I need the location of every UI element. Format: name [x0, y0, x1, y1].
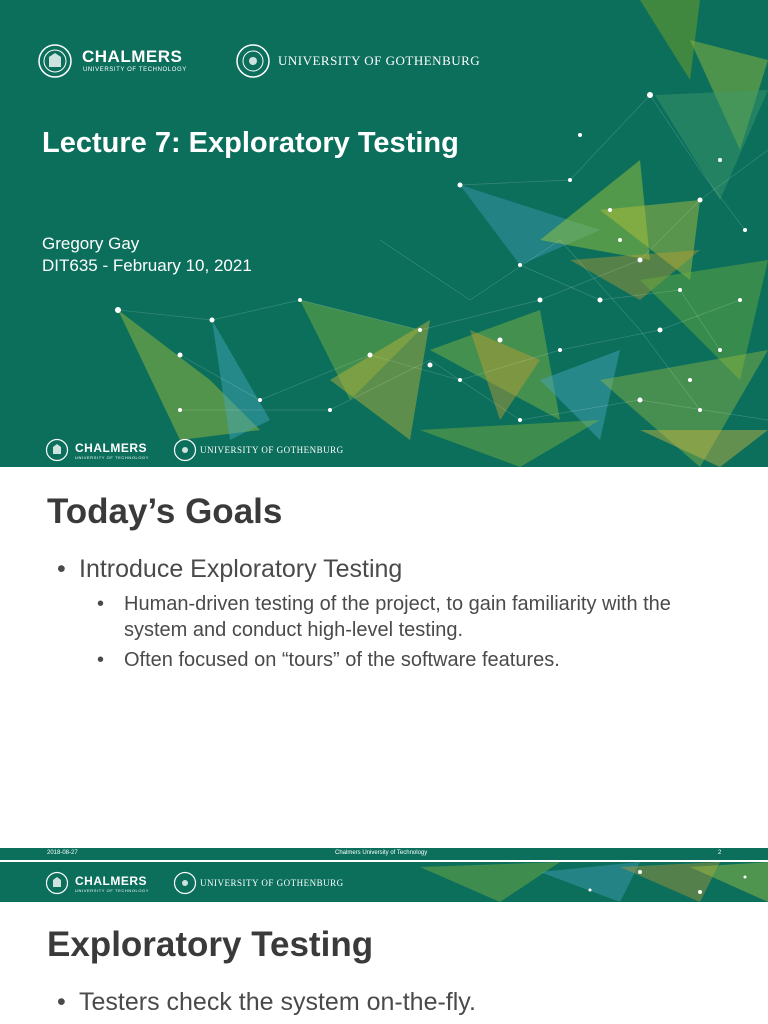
course-date: DIT635 - February 10, 2021 — [42, 256, 252, 275]
chalmers-name-small: CHALMERS — [75, 441, 147, 455]
slide-heading: Today’s Goals — [47, 492, 283, 531]
slide-footer — [0, 848, 768, 860]
gothenburg-seal-icon — [235, 43, 271, 79]
gothenburg-name-small: UNIVERSITY OF GOTHENBURG — [200, 878, 344, 888]
chalmers-crest-icon — [37, 43, 73, 79]
gothenburg-name-small: UNIVERSITY OF GOTHENBURG — [200, 445, 344, 455]
chalmers-subtitle: UNIVERSITY OF TECHNOLOGY — [83, 67, 187, 73]
chalmers-subtitle-small: UNIVERSITY OF TECHNOLOGY — [75, 455, 150, 460]
chalmers-crest-icon — [45, 871, 69, 895]
gothenburg-seal-icon — [173, 871, 197, 895]
chalmers-name-small: CHALMERS — [75, 874, 147, 888]
slide-header-band — [0, 862, 768, 902]
title-slide — [0, 0, 768, 467]
chalmers-crest-icon — [45, 438, 69, 462]
footer-center: Chalmers University of Technology — [335, 850, 428, 856]
footer-date: 2018-08-27 — [47, 850, 78, 856]
gothenburg-seal-icon — [173, 438, 197, 462]
sub-bullet-item: • Human-driven testing of the project, to gain familiarity with the system and conduct high-level testing. — [97, 593, 671, 641]
bullet-item: • Testers check the system on-the-fly. — [57, 988, 476, 1016]
chalmers-subtitle-small: UNIVERSITY OF TECHNOLOGY — [75, 888, 150, 893]
sub-bullet-item: • Often focused on “tours” of the software features. — [97, 649, 560, 671]
chalmers-name: CHALMERS — [82, 47, 183, 66]
footer-page: 2 — [718, 850, 722, 856]
author-name: Gregory Gay — [42, 234, 140, 253]
slide-title: Lecture 7: Exploratory Testing — [42, 127, 459, 159]
slide-heading: Exploratory Testing — [47, 925, 374, 964]
gothenburg-name: UNIVERSITY OF GOTHENBURG — [278, 53, 481, 68]
bullet-item: • Introduce Exploratory Testing — [57, 555, 403, 583]
